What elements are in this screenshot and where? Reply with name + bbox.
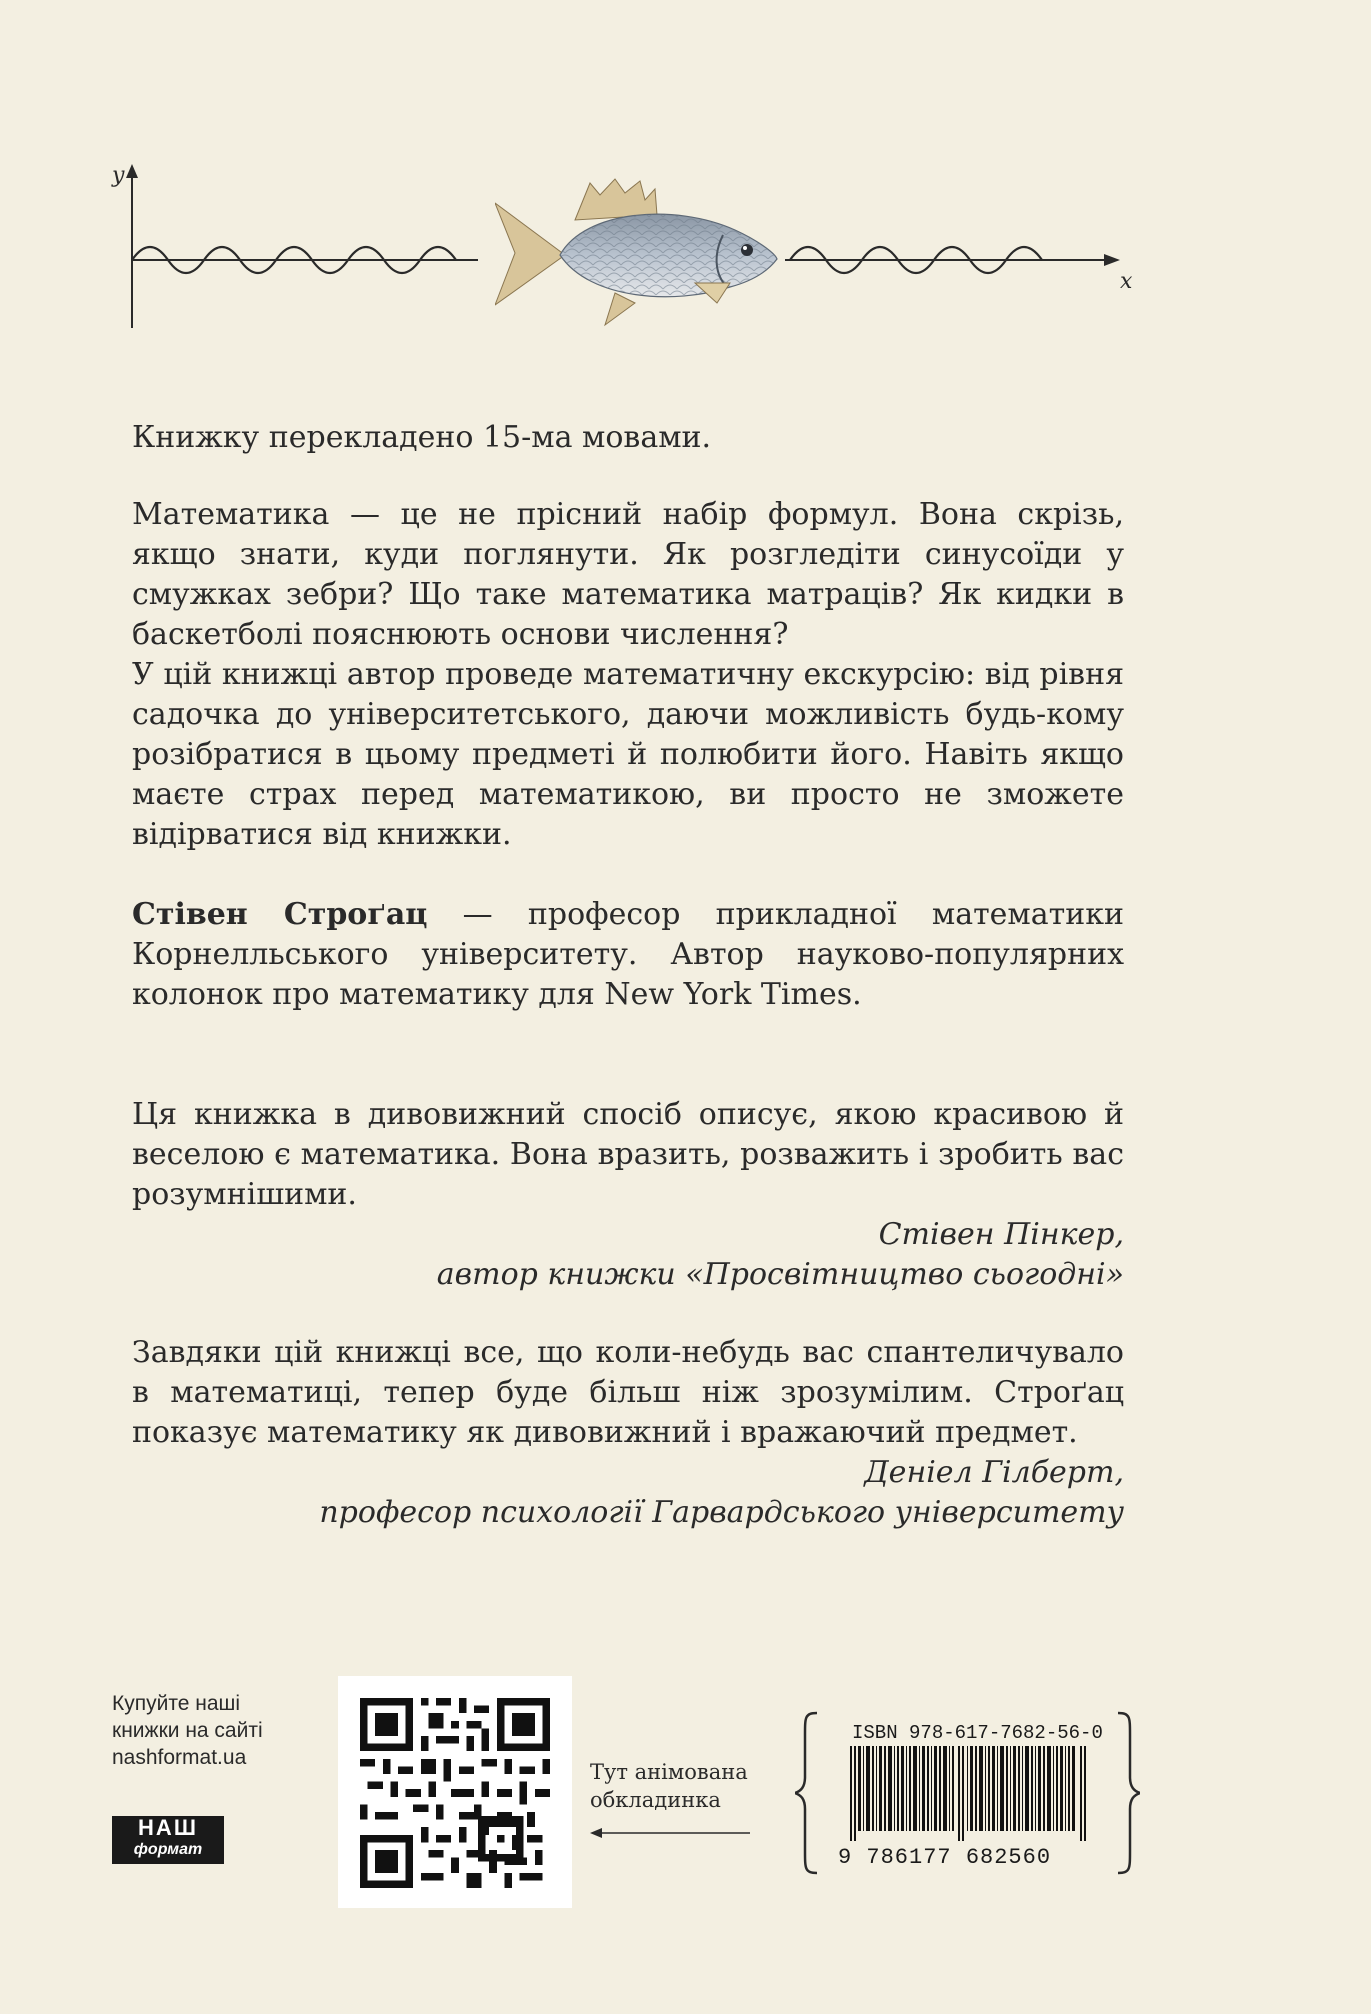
quote-2-role: професор психології Гарвардського університету — [319, 1495, 1124, 1530]
dorsal-fin — [575, 179, 657, 220]
review-quote-2 — [132, 1333, 1124, 1453]
author-bio — [132, 895, 1124, 1015]
quote-1-name: Стівен Пінкер, — [878, 1217, 1124, 1252]
publisher-logo — [112, 1816, 224, 1864]
qr-code-icon — [360, 1698, 550, 1888]
buy-line-2: книжки на сайті — [112, 1719, 263, 1742]
left-arrow-icon — [590, 1826, 755, 1840]
barcode — [850, 1746, 1090, 1841]
description-paragraph-1: Математика — це не прісний набір формул. Вона скрізь, якщо знати, куди поглянути. Як розгледіти синусоїди у смужках зебри? Що таке математика матраців? Як кидки в баскетболі пояснюють основи числення? — [132, 497, 1124, 652]
anim-line-1: Тут анімована — [590, 1760, 748, 1784]
left-brace-icon — [795, 1713, 817, 1873]
author-bio-text: — професор прикладної математики Корнелльського університету. Автор науково-популярних колонок про математику для New York Times. — [132, 897, 1124, 1012]
fish-illustration — [495, 175, 780, 330]
y-axis-label: y — [112, 163, 125, 188]
author-name: Стівен Строґац — [132, 897, 428, 932]
x-axis-label: x — [1120, 269, 1133, 294]
quote-2-attribution — [132, 1453, 1124, 1533]
qr-code[interactable] — [338, 1676, 572, 1908]
quote-1-role: автор книжки «Просвітництво сьогодні» — [436, 1257, 1124, 1292]
anim-line-2: обкладинка — [590, 1788, 721, 1812]
description-paragraph-2: У цій книжці автор проведе математичну екскурсію: від рівня садочка до університетського, даючи можливість будь-кому розібратися в цьому предметі й полюбити його. Навіть якщо маєте страх перед математикою, ви просто не зможете відірватися від книжки. — [132, 657, 1124, 852]
website-link[interactable]: nashformat.ua — [112, 1746, 247, 1769]
quote-1-text: Ця книжка в дивовижний спосіб описує, якою красивою й веселою є математика. Вона вразить, розважить і зробить вас розумнішими. — [132, 1097, 1124, 1212]
quote-2-text: Завдяки цій книжці все, що коли-небудь вас спантеличувало в математиці, тепер буде більш ніж зрозумілим. Строґац показує математику як дивовижний і вражаючий предмет. — [132, 1335, 1124, 1450]
y-axis-arrow — [126, 164, 138, 178]
book-description — [132, 495, 1124, 855]
barcode-number: 9 786177 682560 — [838, 1845, 1052, 1870]
x-axis-arrow — [1104, 254, 1120, 266]
logo-top-text: НАШ — [138, 1815, 198, 1840]
review-quote-1 — [132, 1095, 1124, 1215]
fish-eye — [741, 244, 753, 256]
tail-fin — [495, 203, 565, 305]
animated-cover-note — [590, 1758, 760, 1814]
isbn-label: ISBN 978-617-7682-56-0 — [852, 1722, 1103, 1744]
right-brace-icon — [1118, 1713, 1140, 1873]
quote-2-name: Деніел Гілберт, — [864, 1455, 1124, 1490]
pelvic-fin — [605, 293, 635, 325]
translation-note — [132, 418, 1124, 458]
quote-1-attribution — [132, 1215, 1124, 1295]
buy-online-note — [112, 1690, 312, 1771]
intro-text: Книжку перекладено 15-ма мовами. — [132, 420, 712, 455]
logo-bottom-text: формат — [133, 1841, 203, 1858]
buy-line-1: Купуйте наші — [112, 1692, 241, 1715]
